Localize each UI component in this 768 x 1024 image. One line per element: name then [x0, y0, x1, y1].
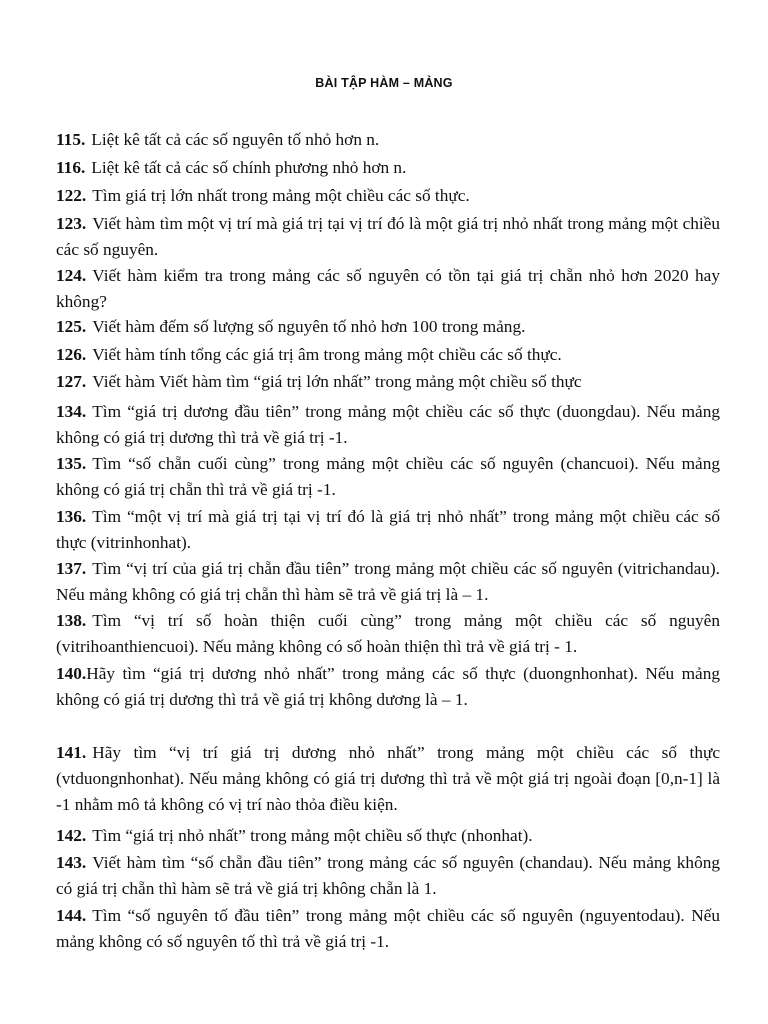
- exercise-number: 116.: [56, 158, 86, 177]
- exercise-text: Tìm “số nguyên tố đầu tiên” trong mảng một chiều các số nguyên (nguyentodau). Nếu mảng không có số nguyên tố thì trả về giá trị -1.: [56, 906, 720, 951]
- exercise-text: Viết hàm tìm “số chẵn đầu tiên” trong mảng các số nguyên (chandau). Nếu mảng không có giá trị chẵn thì hàm sẽ trả về giá trị không chẵn là 1.: [56, 853, 720, 898]
- exercise-number: 135.: [56, 454, 87, 473]
- page-title: BÀI TẬP HÀM – MẢNG: [315, 76, 453, 90]
- exercise-number: 144.: [56, 906, 87, 925]
- exercise-123: [56, 211, 720, 263]
- exercise-number: 115.: [56, 130, 86, 149]
- exercise-number: 140.: [56, 664, 87, 683]
- exercise-text: Viết hàm kiểm tra trong mảng các số nguyên có tồn tại giá trị chẵn nhỏ hơn 2020 hay không?: [56, 266, 720, 311]
- exercise-number: 134.: [56, 402, 87, 421]
- exercise-122: [56, 183, 720, 209]
- exercise-137: [56, 556, 720, 608]
- exercise-number: 137.: [56, 559, 87, 578]
- exercise-138: [56, 608, 720, 660]
- exercise-144: [56, 903, 720, 955]
- exercise-143: [56, 850, 720, 902]
- exercise-text: Tìm “số chẵn cuối cùng” trong mảng một chiều các số nguyên (chancuoi). Nếu mảng không có giá trị chẵn thì trả về giá trị -1.: [56, 454, 720, 499]
- exercise-text: Viết hàm tìm một vị trí mà giá trị tại vị trí đó là một giá trị nhỏ nhất trong mảng một chiều các số nguyên.: [56, 214, 720, 259]
- exercise-number: 127.: [56, 372, 87, 391]
- exercise-126: [56, 342, 720, 368]
- exercise-number: 138.: [56, 611, 87, 630]
- exercise-text: Viết hàm đếm số lượng số nguyên tố nhỏ hơn 100 trong mảng.: [92, 317, 526, 336]
- exercise-124: [56, 263, 720, 315]
- exercise-text: Hãy tìm “giá trị dương nhỏ nhất” trong mảng các số thực (duongnhonhat). Nếu mảng không có giá trị dương thì trả về giá trị không dương là – 1.: [56, 664, 720, 709]
- exercise-text: Viết hàm tính tổng các giá trị âm trong mảng một chiều các số thực.: [92, 345, 562, 364]
- exercise-text: Viết hàm Viết hàm tìm “giá trị lớn nhất” trong mảng một chiều số thực: [92, 372, 582, 391]
- exercise-number: 136.: [56, 507, 87, 526]
- exercise-text: Tìm “một vị trí mà giá trị tại vị trí đó là giá trị nhỏ nhất” trong mảng một chiều các số thực (vitrinhonhat).: [56, 507, 720, 552]
- exercise-text: Liệt kê tất cả các số chính phương nhỏ hơn n.: [91, 158, 407, 177]
- exercise-number: 143.: [56, 853, 87, 872]
- exercise-text: Hãy tìm “vị trí giá trị dương nhỏ nhất” trong mảng một chiều các số thực (vtduongnhonhat). Nếu mảng không có giá trị dương thì trả về một giá trị ngoài đoạn [0,n-1] là -1 nhằm mô tả không có vị trí nào thỏa điều kiện.: [56, 743, 720, 814]
- exercise-text: Tìm “giá trị nhỏ nhất” trong mảng một chiều số thực (nhonhat).: [92, 826, 533, 845]
- exercise-140: [56, 661, 720, 713]
- exercise-number: 142.: [56, 826, 87, 845]
- exercise-text: Tìm “vị trí số hoàn thiện cuối cùng” trong mảng một chiều các số nguyên (vitrihoanthiencuoi). Nếu mảng không có số hoàn thiện thì trả về giá trị - 1.: [56, 611, 720, 656]
- exercise-number: 122.: [56, 186, 87, 205]
- exercise-number: 125.: [56, 317, 87, 336]
- exercise-135: [56, 451, 720, 503]
- exercise-number: 141.: [56, 743, 87, 762]
- exercise-number: 126.: [56, 345, 87, 364]
- exercise-number: 123.: [56, 214, 87, 233]
- exercise-134: [56, 399, 720, 451]
- exercise-136: [56, 504, 720, 556]
- exercise-number: 124.: [56, 266, 87, 285]
- exercise-text: Tìm “vị trí của giá trị chẵn đầu tiên” trong mảng một chiều các số nguyên (vitrichandau). Nếu mảng không có giá trị chẵn thì hàm sẽ trả về giá trị là – 1.: [56, 559, 720, 604]
- exercise-text: Liệt kê tất cả các số nguyên tố nhỏ hơn n.: [91, 130, 380, 149]
- exercise-text: Tìm “giá trị dương đầu tiên” trong mảng một chiều các số thực (duongdau). Nếu mảng không có giá trị dương thì trả về giá trị -1.: [56, 402, 720, 447]
- exercise-125: [56, 314, 720, 340]
- exercise-115: [56, 127, 720, 153]
- exercise-text: Tìm giá trị lớn nhất trong mảng một chiều các số thực.: [92, 186, 470, 205]
- exercise-142: [56, 823, 720, 849]
- exercise-116: [56, 155, 720, 181]
- exercise-141: [56, 740, 720, 818]
- exercise-127: [56, 369, 720, 395]
